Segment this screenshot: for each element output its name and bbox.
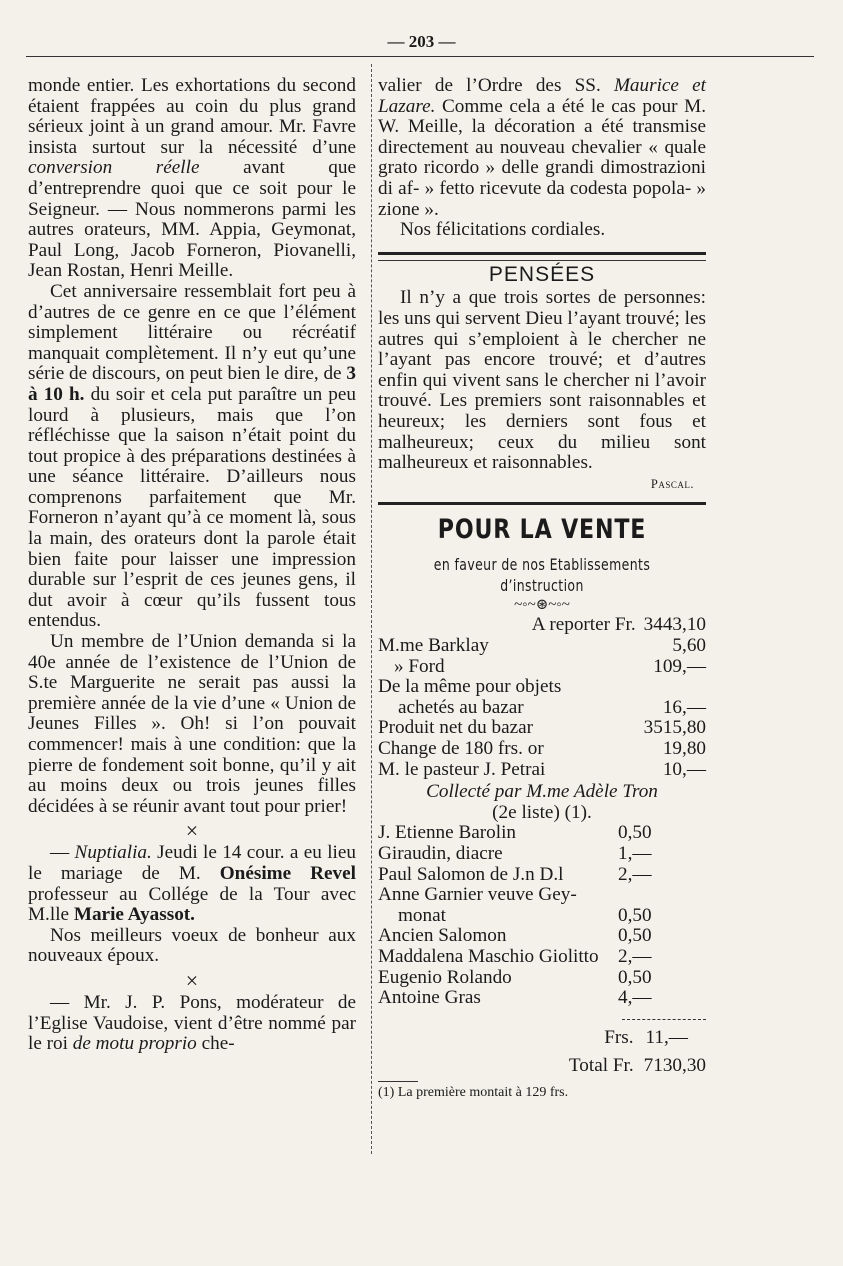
separator-cross: ×: [185, 967, 199, 993]
ledger-label: Paul Salomon de J.n D.l: [378, 863, 564, 885]
page-number: — 203 —: [387, 32, 456, 51]
ledger-amount: 3515,80: [643, 717, 706, 739]
italic-text: Maurice et Lazare.: [378, 75, 706, 117]
text: — Mr. J. P. Pons, modérateur de l’Eglise Vaudoise, vient d’être nommé par le roi: [28, 991, 356, 1055]
ledger-row: [378, 677, 706, 698]
ledger-row: [378, 615, 706, 636]
sum-rule: [622, 1019, 706, 1020]
total-label: Total Fr.: [568, 1055, 634, 1077]
text: che-: [196, 1033, 235, 1055]
ledger-amount: 5,60: [672, 635, 706, 657]
ledger-amount: 19,80: [662, 738, 706, 760]
ledger-label: Maddalena Maschio Giolitto: [378, 945, 599, 967]
ledger-label: M. le pasteur J. Petrai: [378, 758, 546, 780]
left-column: [28, 76, 356, 1055]
subtotal-label: Frs.: [604, 1026, 634, 1048]
ledger-amount: 4,—: [618, 987, 652, 1009]
ledger-row: [378, 739, 706, 760]
paragraph: Un membre de l’Union demanda si la 40e année de l’existence de l’Union de S.te Marguerite ne serait pas aussi la première année de la vie d’une « Union de Jeunes Filles ». Oh! si l’on pouvait commencer! mais à une condition: que la pierre de fondement soit bonne, qu’il y ait au moins deux ou trois jeunes filles décidées à se réunir avant tout pour prier!: [28, 631, 356, 817]
ledger-row: [378, 657, 706, 678]
text: Cet anniversaire ressemblait fort peu à d’autres de ce genre en ce que l’élément simplement littéraire ou récréatif manquait complètement. Il n’y eut qu’une série de discours, on peut bien le dire, de: [28, 280, 356, 385]
ledger-amount: 0,50: [618, 904, 652, 926]
ledger-amount: 2,—: [618, 863, 652, 885]
section-rule: [378, 502, 706, 505]
bold-text: 3 à 10 h.: [28, 363, 356, 405]
ledger-label: Antoine Gras: [378, 987, 481, 1009]
bold-text: Marie Ayassot.: [73, 904, 195, 926]
ledger-amount: 0,50: [618, 966, 652, 988]
ledger-label: Eugenio Rolando: [378, 966, 512, 988]
ornament: ~◦~⊛~◦~: [514, 597, 570, 614]
ledger-row: [378, 906, 666, 927]
italic-text: conversion réelle: [28, 157, 200, 179]
collected-title: Collecté par M.me Adèle Tron: [426, 781, 658, 803]
paragraph: [378, 76, 706, 220]
italic-text: Nuptialia.: [74, 842, 152, 864]
ledger-amount: 109,—: [653, 655, 706, 677]
ledger-label: Anne Garnier veuve Gey-: [378, 884, 577, 906]
bold-text: Onésime Revel: [219, 862, 356, 884]
names-list: [378, 823, 706, 1008]
ledger-row: [378, 926, 666, 947]
ledger-amount: 3443,10: [643, 614, 706, 636]
text: avant que d’entreprendre quoi que ce soit pour le Seigneur. — Nous nommerons parmi les autres orateurs, MM. Appia, Geymonat, Paul Long, Jacob Forneron, Piovanelli, Jean Rostan, Henri Meille.: [28, 157, 356, 282]
subtotal-row: [378, 1028, 706, 1049]
separator-cross: ×: [185, 818, 199, 844]
paragraph: [28, 993, 356, 1055]
ledger-row: [378, 968, 666, 989]
text: Comme cela a été le cas pour M. W. Meille, la décoration a été transmise directement au nouveau chevalier « quale grato ricordo » delle grandi dimostrazioni di af- » fetto ricevute da codesta popola- » zione ».: [378, 95, 706, 220]
ledger-amount: 16,—: [662, 696, 706, 718]
ledger-amount: 0,50: [618, 822, 652, 844]
ledger-amount: [618, 885, 666, 906]
text: monde entier. Les exhortations du second étaient frappées au coin du plus grand sérieux joint à un grand amour. Mr. Favre insista surtout sur la nécessité d’une: [28, 75, 356, 158]
text: valier de l’Ordre des SS.: [378, 75, 614, 96]
text: —: [50, 842, 75, 864]
header-rule: [26, 56, 814, 57]
text: du soir et cela put paraître un peu lourd à plusieurs, mais que l’on réfléchisse que la saison n’était point du tout propice à des préparations destinées à une séance littéraire. D’ailleurs nous comprenons parfaitement que Mr. Forneron n’ayant qu’à ce moment là, sous la main, des orateurs dont la parole était bien faite pour laisser une impression durable sur l’esprit de ces jeunes gens, il dut avoir à cœur qu’ils fussent tous entendus.: [28, 383, 356, 632]
column-divider: [371, 64, 372, 1154]
paragraph: Nos meilleurs voeux de bonheur aux nouveaux époux.: [28, 924, 356, 967]
ledger-row: [378, 844, 666, 865]
ledger-amount: 10,—: [662, 758, 706, 780]
ledger-row: [378, 760, 706, 781]
right-column: [378, 76, 706, 1101]
paragraph: [28, 282, 356, 632]
ledger-row: [378, 947, 666, 968]
ledger: [378, 615, 706, 780]
ledger-amount: 0,50: [618, 925, 652, 947]
ledger-row: [378, 823, 666, 844]
paragraph: Nos félicitations cordiales.: [400, 219, 606, 241]
collected-subtitle: (2e liste) (1).: [492, 801, 592, 823]
italic-text: de motu proprio: [72, 1033, 197, 1055]
text: Jeudi le 14 cour. a eu lieu le mariage de M.: [28, 842, 356, 884]
ledger-label: » Ford: [394, 655, 445, 677]
ledger-label: Giraudin, diacre: [378, 843, 503, 864]
total-amount: 7130,30: [643, 1055, 706, 1077]
section-title: PENSÉES: [488, 262, 596, 286]
ledger-amount: 2,—: [618, 945, 652, 967]
ledger-label: A reporter Fr.: [531, 614, 636, 636]
ledger-row: [378, 865, 666, 886]
paragraph: Il n’y a que trois sortes de personnes: les uns qui servent Dieu l’ayant trouvé; les autres qui s’emploient à le chercher ne l’ayant pas encore trouvé; et d’autres enfin qui vivent sans le chercher ni l’avoir trouvé. Les premiers sont raisonnables et heureux; les derniers sont fous et malheureux; ceux du milieu sont malheureux et raisonnables.: [378, 287, 706, 474]
subtotal-amount: 11,—: [645, 1026, 688, 1048]
section-rule-thin: [378, 260, 706, 261]
ledger-row: [378, 988, 666, 1009]
ledger-label: J. Etienne Barolin: [378, 822, 517, 844]
ledger-label: Change de 180 frs. or: [378, 738, 544, 760]
ledger-amount: 1,—: [618, 843, 652, 864]
ledger-row: [378, 885, 666, 906]
sale-subtitle: en faveur de nos Etablissements d’instruction: [433, 555, 651, 595]
text: professeur au Collége de la Tour avec M.lle: [28, 883, 356, 926]
ledger-label: Produit net du bazar: [378, 717, 534, 739]
paragraph: [28, 843, 356, 925]
signature: Pascal.: [650, 476, 694, 491]
ledger-row: [378, 636, 706, 657]
paragraph: [28, 76, 356, 282]
sale-title: POUR LA VENTE: [437, 514, 647, 546]
ledger-label: achetés au bazar: [398, 696, 524, 718]
footnote-rule: [378, 1081, 418, 1082]
total-row: [378, 1056, 706, 1077]
ledger-label: Ancien Salomon: [378, 925, 507, 947]
ledger-label: monat: [398, 904, 446, 926]
ledger-row: [378, 718, 706, 739]
section-rule: [378, 252, 706, 255]
footnote: (1) La première montait à 129 frs.: [378, 1084, 569, 1100]
ledger-row: [378, 698, 706, 719]
ledger-label: De la même pour objets: [378, 676, 562, 698]
ledger-label: M.me Barklay: [378, 635, 489, 657]
